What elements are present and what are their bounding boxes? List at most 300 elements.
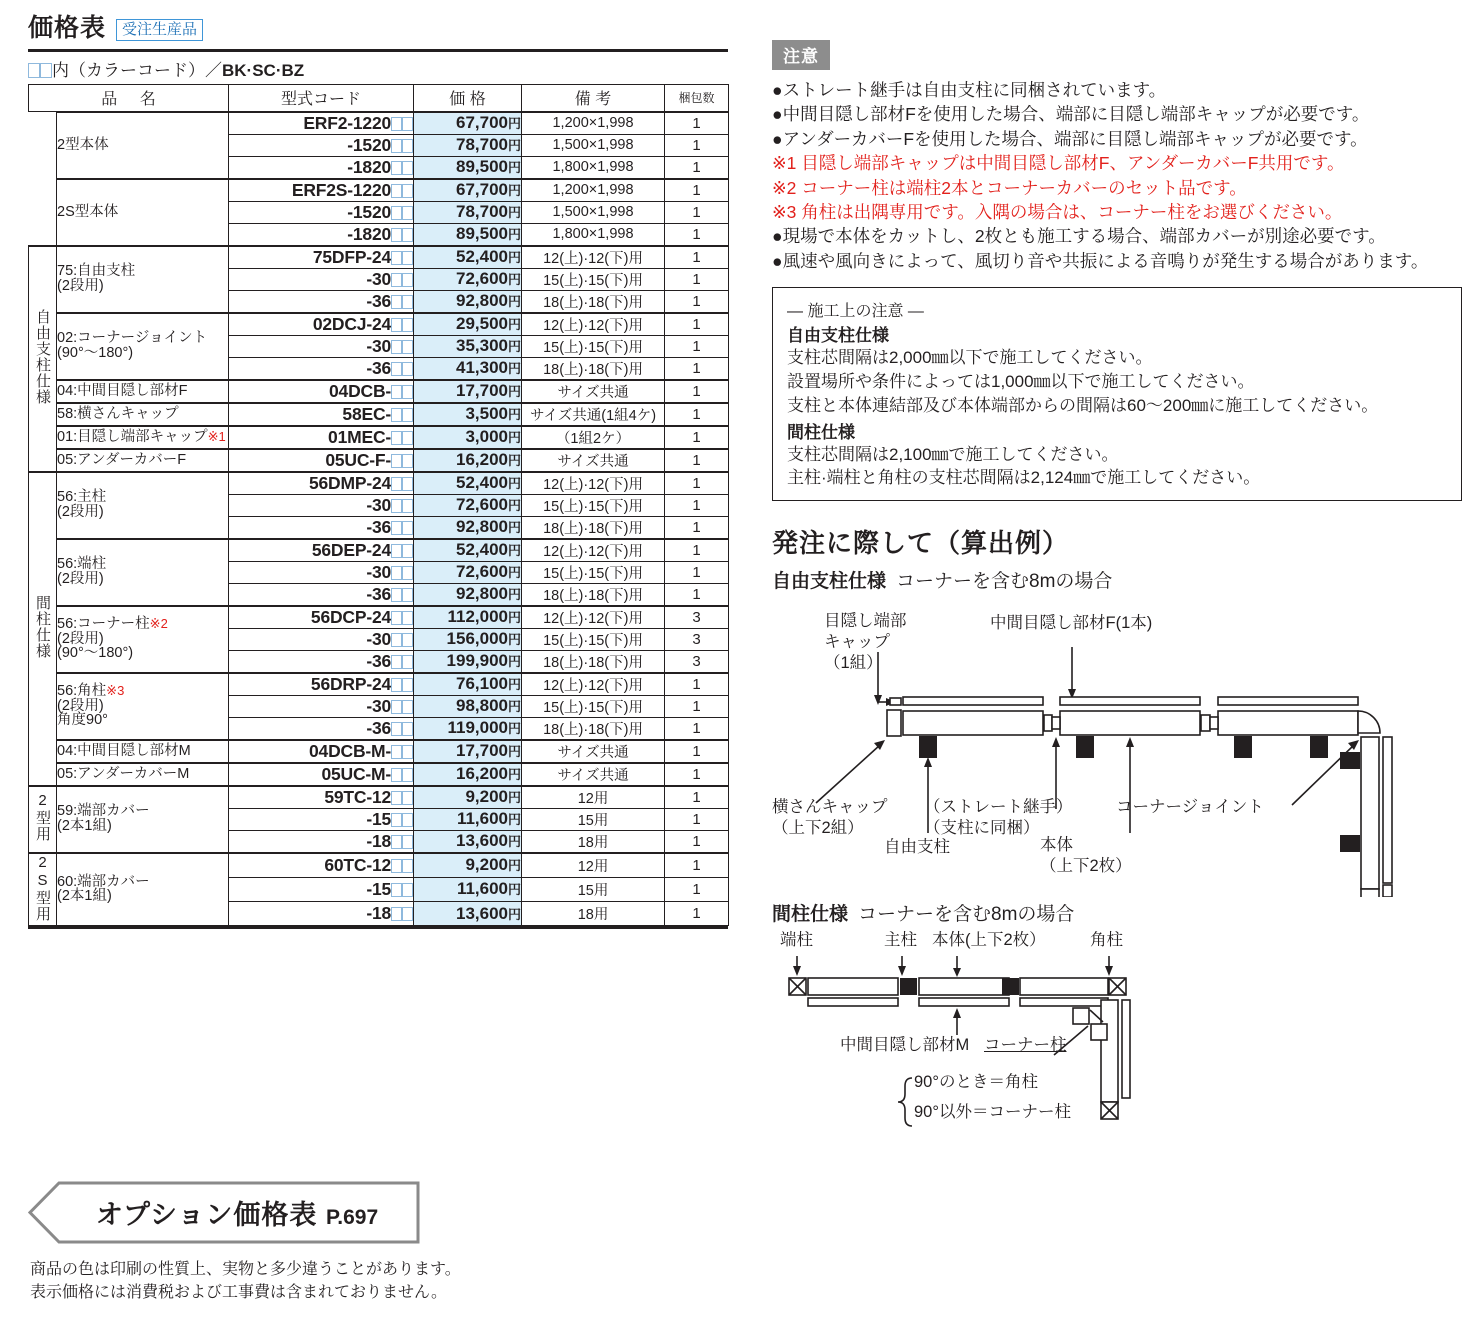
price-cell: 92,800円 <box>414 290 522 313</box>
color-placeholder-box-icon <box>391 859 402 873</box>
color-placeholder-box-icon <box>402 295 413 309</box>
attention-note-line: ●風速や風向きによって、風切り音や共振による音鳴りが発生する場合があります。 <box>772 250 1429 271</box>
pack-count-cell: 1 <box>665 740 729 763</box>
model-code-cell: -15 <box>229 808 414 830</box>
label-body <box>1040 835 1132 877</box>
color-placeholder-box-icon <box>402 907 413 921</box>
label-yokosan-l1: 横さんキャップ <box>772 798 888 817</box>
price-cell: 9,200円 <box>414 786 522 809</box>
pack-count-cell: 1 <box>665 201 729 223</box>
color-placeholder-box-icon <box>391 835 402 849</box>
yen-unit: 円 <box>508 812 522 827</box>
product-name-cell <box>57 673 229 740</box>
pack-count-cell: 1 <box>665 561 729 583</box>
color-placeholder-box-icon <box>402 566 413 580</box>
option-price-banner[interactable] <box>28 1181 420 1244</box>
color-placeholder-box-icon <box>402 408 413 422</box>
color-code-text: 内（カラーコード）／ <box>52 61 222 80</box>
pack-count-cell: 1 <box>665 403 729 426</box>
group-name-line: 56:角柱※3 <box>57 682 125 699</box>
model-code-cell: -36 <box>229 357 414 380</box>
diagram1-case: コーナーを含む8mの場合 <box>896 571 1113 593</box>
label-middle-m: 中間目隠し部材M <box>840 1036 970 1055</box>
color-placeholder-box-icon <box>391 768 402 782</box>
group-name-line: 60:端部カバー <box>57 873 150 890</box>
diagram1-caption <box>772 566 1462 593</box>
color-placeholder-box-icon <box>402 745 413 759</box>
construction-line: 設置場所や条件によっては1,000㎜以下で施工してください。 <box>787 372 1255 392</box>
pack-count-cell: 1 <box>665 902 729 926</box>
remark-cell: 12(上)·12(下)用 <box>522 246 665 269</box>
construction-notes-heading: ― 施工上の注意 ― <box>787 303 924 321</box>
yen-unit: 円 <box>508 790 522 805</box>
group-name-line: 04:中間目隠し部材M <box>57 742 191 759</box>
label-rule-90: 90°のとき＝角柱 <box>914 1073 1038 1092</box>
group-name-line: 58:横さんキャップ <box>57 405 179 422</box>
yen-unit: 円 <box>508 116 522 131</box>
yen-unit: 円 <box>508 294 522 309</box>
label-yokosan-cap <box>772 797 888 839</box>
label-body-l1: 本体 <box>1040 836 1073 855</box>
remark-cell: 12(上)·12(下)用 <box>522 313 665 336</box>
pack-count-cell: 1 <box>665 156 729 179</box>
table-row <box>29 740 729 763</box>
model-code-cell: 56DMP-24 <box>229 472 414 495</box>
section-vertical-label: 間柱仕様 <box>29 472 57 786</box>
color-placeholder-box-icon <box>402 883 413 897</box>
price-cell: 72,600円 <box>414 561 522 583</box>
color-placeholder-box-icon <box>402 588 413 602</box>
table-row <box>29 313 729 336</box>
model-code-cell: 75DFP-24 <box>229 246 414 269</box>
pack-count-cell: 3 <box>665 628 729 650</box>
remark-cell: 12(上)·12(下)用 <box>522 673 665 696</box>
section-vertical-label: 2S型用 <box>29 853 57 926</box>
remark-cell: 1,800×1,998 <box>522 156 665 179</box>
color-code-values: BK·SC·BZ <box>222 61 305 80</box>
remark-cell: 18用 <box>522 902 665 926</box>
remark-cell: 15用 <box>522 877 665 901</box>
color-placeholder-box-icon <box>391 883 402 897</box>
color-placeholder-box-icon <box>391 633 402 647</box>
color-placeholder-box-icon <box>391 521 402 535</box>
color-placeholder-box-icon <box>402 791 413 805</box>
model-code-cell: -30 <box>229 561 414 583</box>
yen-unit: 円 <box>508 632 522 647</box>
color-placeholder-box-icon <box>391 318 402 332</box>
yen-unit: 円 <box>508 384 522 399</box>
section-spacer <box>29 112 57 246</box>
model-code-cell: ERF2S-1220 <box>229 179 414 202</box>
table-row <box>29 606 729 629</box>
price-cell: 16,200円 <box>414 449 522 472</box>
color-placeholder-box-icon <box>402 678 413 692</box>
group-name-line: 56:端柱 <box>57 556 107 573</box>
price-cell: 78,700円 <box>414 201 522 223</box>
remark-cell: 18(上)·18(下)用 <box>522 516 665 539</box>
color-placeholder-box-icon <box>402 835 413 849</box>
remark-cell: サイズ共通 <box>522 740 665 763</box>
attention-note-line: ●中間目隠し部材Fを使用した場合、端部に目隠し端部キャップが必要です。 <box>772 104 1370 125</box>
label-corner-joint: コーナージョイント <box>1116 798 1264 817</box>
price-cell: 3,500円 <box>414 403 522 426</box>
color-placeholder-box-icon <box>402 859 413 873</box>
group-name-line: (90°〜180°) <box>57 645 134 662</box>
model-code-cell: ERF2-1220 <box>229 112 414 135</box>
yen-unit: 円 <box>508 587 522 602</box>
remark-cell: サイズ共通 <box>522 763 665 786</box>
color-placeholder-box-icon <box>391 295 402 309</box>
yen-unit: 円 <box>508 205 522 220</box>
remark-cell: （1組2ケ） <box>522 426 665 449</box>
footnote-ref: ※2 <box>149 615 168 631</box>
remark-cell: 15(上)·15(下)用 <box>522 628 665 650</box>
pack-count-cell: 1 <box>665 335 729 357</box>
color-placeholder-box-icon <box>391 117 402 131</box>
table-row <box>29 403 729 426</box>
color-placeholder-box-icon <box>402 385 413 399</box>
table-row <box>29 853 729 878</box>
construction-line: 支柱芯間隔は2,000㎜以下で施工してください。 <box>787 348 1153 368</box>
pack-count-cell: 1 <box>665 357 729 380</box>
color-placeholder-box-icon <box>391 655 402 669</box>
yen-unit: 円 <box>508 317 522 332</box>
price-cell: 52,400円 <box>414 539 522 562</box>
label-free-post: 自由支柱 <box>884 838 950 857</box>
label-main-post: 主柱 <box>884 931 917 950</box>
model-code-cell: -15 <box>229 877 414 901</box>
model-code-cell: 59TC-12 <box>229 786 414 809</box>
price-cell: 119,000円 <box>414 717 522 740</box>
color-placeholder-box-icon <box>402 813 413 827</box>
price-cell: 199,900円 <box>414 650 522 673</box>
table-row <box>29 246 729 269</box>
pack-count-cell: 1 <box>665 673 729 696</box>
color-placeholder-box-icon <box>391 408 402 422</box>
color-placeholder-box-icon <box>402 611 413 625</box>
color-placeholder-box-icon <box>402 544 413 558</box>
group-name-line: 59:端部カバー <box>57 803 150 820</box>
diagram2-case: コーナーを含む8mの場合 <box>858 904 1075 926</box>
product-name-cell <box>57 763 229 786</box>
group-name-line: 04:中間目隠し部材F <box>57 382 188 399</box>
remark-cell: 15(上)·15(下)用 <box>522 695 665 717</box>
model-code-cell: 04DCB- <box>229 380 414 403</box>
color-placeholder-box-icon <box>391 907 402 921</box>
product-name-cell <box>57 380 229 403</box>
color-placeholder-box-icon <box>402 318 413 332</box>
remark-cell: 18(上)·18(下)用 <box>522 650 665 673</box>
price-cell: 11,600円 <box>414 808 522 830</box>
color-placeholder-box-icon <box>391 588 402 602</box>
model-code-cell: 04DCB-M- <box>229 740 414 763</box>
color-placeholder-box-icon <box>402 184 413 198</box>
product-name-cell <box>57 112 229 179</box>
color-placeholder-box-icon <box>402 273 413 287</box>
label-body-l2: （上下2枚） <box>1040 857 1132 876</box>
yen-unit: 円 <box>508 339 522 354</box>
product-name-cell <box>57 313 229 380</box>
label-straight-l1: （ストレート継手） <box>924 798 1073 817</box>
model-code-cell: -36 <box>229 290 414 313</box>
product-name-cell <box>57 740 229 763</box>
remark-cell: 15(上)·15(下)用 <box>522 335 665 357</box>
color-placeholder-box-icon <box>391 499 402 513</box>
remark-cell: サイズ共通 <box>522 380 665 403</box>
color-placeholder-box-icon <box>402 340 413 354</box>
group-name-line: (2段用) <box>57 571 104 587</box>
model-code-cell: -30 <box>229 695 414 717</box>
product-name-cell <box>57 853 229 926</box>
price-cell: 89,500円 <box>414 156 522 179</box>
model-code-cell: -36 <box>229 516 414 539</box>
yen-unit: 円 <box>508 767 522 782</box>
remark-cell: 15用 <box>522 808 665 830</box>
pack-count-cell: 1 <box>665 223 729 246</box>
color-placeholder-box-icon <box>402 700 413 714</box>
color-placeholder-box-icon <box>402 431 413 445</box>
pack-count-cell: 1 <box>665 313 729 336</box>
color-placeholder-box-icon <box>402 251 413 265</box>
diagram2-spec: 間柱仕様 <box>772 904 849 926</box>
attention-note-line: ●アンダーカバーFを使用した場合、端部に目隠し端部キャップが必要です。 <box>772 128 1368 149</box>
color-placeholder-box-icon <box>391 678 402 692</box>
notes-and-diagrams-panel <box>772 40 1462 1140</box>
pack-count-cell: 1 <box>665 380 729 403</box>
yen-unit: 円 <box>508 430 522 445</box>
footnote-ref: ※1 <box>207 428 226 444</box>
model-code-cell: -30 <box>229 628 414 650</box>
section-vertical-label: 2型用 <box>29 786 57 853</box>
pack-count-cell: 1 <box>665 449 729 472</box>
yen-unit: 円 <box>508 858 522 874</box>
diagram-free-post <box>772 597 1462 897</box>
color-placeholder-box-icon <box>391 791 402 805</box>
product-name-cell <box>57 539 229 606</box>
label-endcap-l2: キャップ <box>824 633 890 652</box>
footnote-line: 商品の色は印刷の性質上、実物と多少違うことがあります。 <box>30 1261 461 1278</box>
product-name-cell <box>57 246 229 313</box>
product-name-cell <box>57 472 229 539</box>
model-code-cell: 56DCP-24 <box>229 606 414 629</box>
construction-line: 支柱芯間隔は2,100㎜で施工してください。 <box>787 444 1119 464</box>
product-name-cell <box>57 179 229 246</box>
color-placeholder-box-icon <box>391 206 402 220</box>
title-row <box>28 8 728 44</box>
table-row <box>29 380 729 403</box>
remark-cell: 15(上)·15(下)用 <box>522 268 665 290</box>
color-placeholder-box-icon <box>391 273 402 287</box>
product-name-cell <box>57 426 229 449</box>
yen-unit: 円 <box>508 227 522 242</box>
diagram2-caption <box>772 899 1462 926</box>
table-bottom-rule <box>28 926 728 929</box>
remark-cell: 18用 <box>522 830 665 853</box>
pack-count-cell: 1 <box>665 830 729 853</box>
label-yokosan-l2: （上下2組） <box>772 819 864 838</box>
yen-unit: 円 <box>508 520 522 535</box>
color-placeholder-box-icon <box>391 184 402 198</box>
price-cell: 35,300円 <box>414 335 522 357</box>
color-placeholder-box-icon <box>402 139 413 153</box>
model-code-cell: 58EC- <box>229 403 414 426</box>
group-name-line: (2段用) <box>57 504 104 520</box>
color-placeholder-box-icon <box>391 161 402 175</box>
pack-count-cell: 1 <box>665 472 729 495</box>
color-placeholder-box-icon <box>402 454 413 468</box>
remark-cell: 12用 <box>522 853 665 878</box>
footnotes <box>30 1258 461 1304</box>
table-row <box>29 539 729 562</box>
model-code-cell: 60TC-12 <box>229 853 414 878</box>
pack-count-cell: 1 <box>665 539 729 562</box>
model-code-cell: 01MEC- <box>229 426 414 449</box>
yen-unit: 円 <box>508 138 522 153</box>
pack-count-cell: 1 <box>665 268 729 290</box>
color-placeholder-box-icon <box>402 161 413 175</box>
product-name-cell <box>57 786 229 853</box>
table-row <box>29 179 729 202</box>
price-cell: 17,700円 <box>414 380 522 403</box>
table-row <box>29 673 729 696</box>
remark-cell: 1,200×1,998 <box>522 179 665 202</box>
pack-count-cell: 1 <box>665 494 729 516</box>
diagram1-spec: 自由支柱仕様 <box>772 571 887 593</box>
price-cell: 76,100円 <box>414 673 522 696</box>
yen-unit: 円 <box>508 250 522 265</box>
yen-unit: 円 <box>508 361 522 376</box>
remark-cell: サイズ共通 <box>522 449 665 472</box>
pack-count-cell: 3 <box>665 606 729 629</box>
color-placeholder-box-icon <box>391 228 402 242</box>
pack-count-cell: 1 <box>665 516 729 539</box>
price-cell: 13,600円 <box>414 902 522 926</box>
yen-unit: 円 <box>508 654 522 669</box>
remark-cell: 1,500×1,998 <box>522 201 665 223</box>
col-header-code: 型式コード <box>229 85 414 112</box>
remark-cell: 1,200×1,998 <box>522 112 665 135</box>
yen-unit: 円 <box>508 272 522 287</box>
model-code-cell: 05UC-M- <box>229 763 414 786</box>
color-placeholder-box-icon <box>391 544 402 558</box>
color-placeholder-box-icon <box>402 206 413 220</box>
color-placeholder-box-icon <box>391 431 402 445</box>
attention-note-line: ※3 角柱は出隅専用です。入隅の場合は、コーナー柱をお選びください。 <box>772 202 1343 223</box>
yen-unit: 円 <box>508 498 522 513</box>
label-body2: 本体(上下2枚） <box>932 931 1046 950</box>
color-placeholder-box-icon <box>391 745 402 759</box>
model-code-cell: -1820 <box>229 156 414 179</box>
price-table-panel <box>28 8 728 929</box>
table-row <box>29 449 729 472</box>
color-placeholder-box-icon <box>402 633 413 647</box>
option-price-banner-wrap[interactable] <box>28 1181 420 1244</box>
pack-count-cell: 1 <box>665 786 729 809</box>
remark-cell: 18(上)·18(下)用 <box>522 583 665 606</box>
color-placeholder-box-icon <box>402 117 413 131</box>
attention-note-list <box>772 78 1462 273</box>
price-cell: 41,300円 <box>414 357 522 380</box>
remark-cell: 18(上)·18(下)用 <box>522 290 665 313</box>
construction-notes-blocks <box>787 321 1449 490</box>
model-code-cell: 05UC-F- <box>229 449 414 472</box>
pack-count-cell: 1 <box>665 877 729 901</box>
color-placeholder-box-icon <box>402 362 413 376</box>
remark-cell: 12(上)·12(下)用 <box>522 606 665 629</box>
group-name-line: (90°〜180°) <box>57 345 134 361</box>
color-placeholder-box-icon <box>391 566 402 580</box>
yen-unit: 円 <box>508 453 522 468</box>
model-code-cell: -30 <box>229 494 414 516</box>
color-code-note <box>28 52 728 84</box>
yen-unit: 円 <box>508 744 522 759</box>
color-placeholder-box-icon <box>402 499 413 513</box>
model-code-cell: -36 <box>229 583 414 606</box>
price-cell: 52,400円 <box>414 246 522 269</box>
color-placeholder-box-icon <box>402 655 413 669</box>
col-header-price: 価 格 <box>414 85 522 112</box>
label-straight-l2: （支柱に同梱） <box>924 819 1040 838</box>
yen-unit: 円 <box>508 834 522 849</box>
table-row <box>29 786 729 809</box>
color-placeholder-box-icon <box>391 454 402 468</box>
price-cell: 72,600円 <box>414 268 522 290</box>
pack-count-cell: 1 <box>665 112 729 135</box>
remark-cell: 12(上)·12(下)用 <box>522 539 665 562</box>
yen-unit: 円 <box>508 882 522 898</box>
pack-count-cell: 1 <box>665 290 729 313</box>
remark-cell: 12(上)·12(下)用 <box>522 472 665 495</box>
pack-count-cell: 3 <box>665 650 729 673</box>
option-banner-page: P.697 <box>325 1206 379 1229</box>
label-endcap <box>824 611 907 674</box>
group-name-line: 75:自由支柱 <box>57 263 136 280</box>
label-corner-post: コーナー柱 <box>984 1036 1067 1055</box>
price-cell: 52,400円 <box>414 472 522 495</box>
group-name-line: 2S型本体 <box>57 203 119 220</box>
product-name-cell <box>57 403 229 426</box>
group-name-line: 56:コーナー柱※2 <box>57 615 168 632</box>
construction-line: 主柱·端柱と角柱の支柱芯間隔は2,124㎜で施工してください。 <box>787 468 1261 488</box>
color-placeholder-box-icon <box>402 768 413 782</box>
model-code-cell: -1520 <box>229 201 414 223</box>
price-cell: 16,200円 <box>414 763 522 786</box>
price-cell: 67,700円 <box>414 179 522 202</box>
attention-note-line: ※1 目隠し端部キャップは中間目隠し部材F、アンダーカバーF共用です。 <box>772 153 1345 174</box>
pack-count-cell: 1 <box>665 246 729 269</box>
group-name-line: (2本1組) <box>57 818 112 834</box>
color-placeholder-box-icon <box>391 813 402 827</box>
label-straight-joint <box>924 797 1073 839</box>
footnote-ref: ※3 <box>106 682 125 698</box>
group-name-line: (2本1組) <box>57 888 112 905</box>
remark-cell: 18(上)·18(下)用 <box>522 717 665 740</box>
pack-count-cell: 1 <box>665 179 729 202</box>
model-code-cell: 02DCJ-24 <box>229 313 414 336</box>
section-vertical-label: 自由支柱仕様 <box>29 246 57 472</box>
pack-count-cell: 1 <box>665 695 729 717</box>
color-placeholder-box-icon <box>402 722 413 736</box>
color-placeholder-box-icon <box>402 477 413 491</box>
label-endcap-l3: （1組） <box>824 654 883 673</box>
group-name-line: (2段用) <box>57 630 104 647</box>
yen-unit: 円 <box>508 610 522 625</box>
remark-cell: 12用 <box>522 786 665 809</box>
color-placeholder-box-icon <box>391 385 402 399</box>
attention-note-line: ●ストレート継手は自由支柱に同梱されています。 <box>772 80 1167 100</box>
yen-unit: 円 <box>508 677 522 692</box>
construction-line: 支柱と本体連結部及び本体端部からの間隔は60〜200㎜に施工してください。 <box>787 395 1379 415</box>
